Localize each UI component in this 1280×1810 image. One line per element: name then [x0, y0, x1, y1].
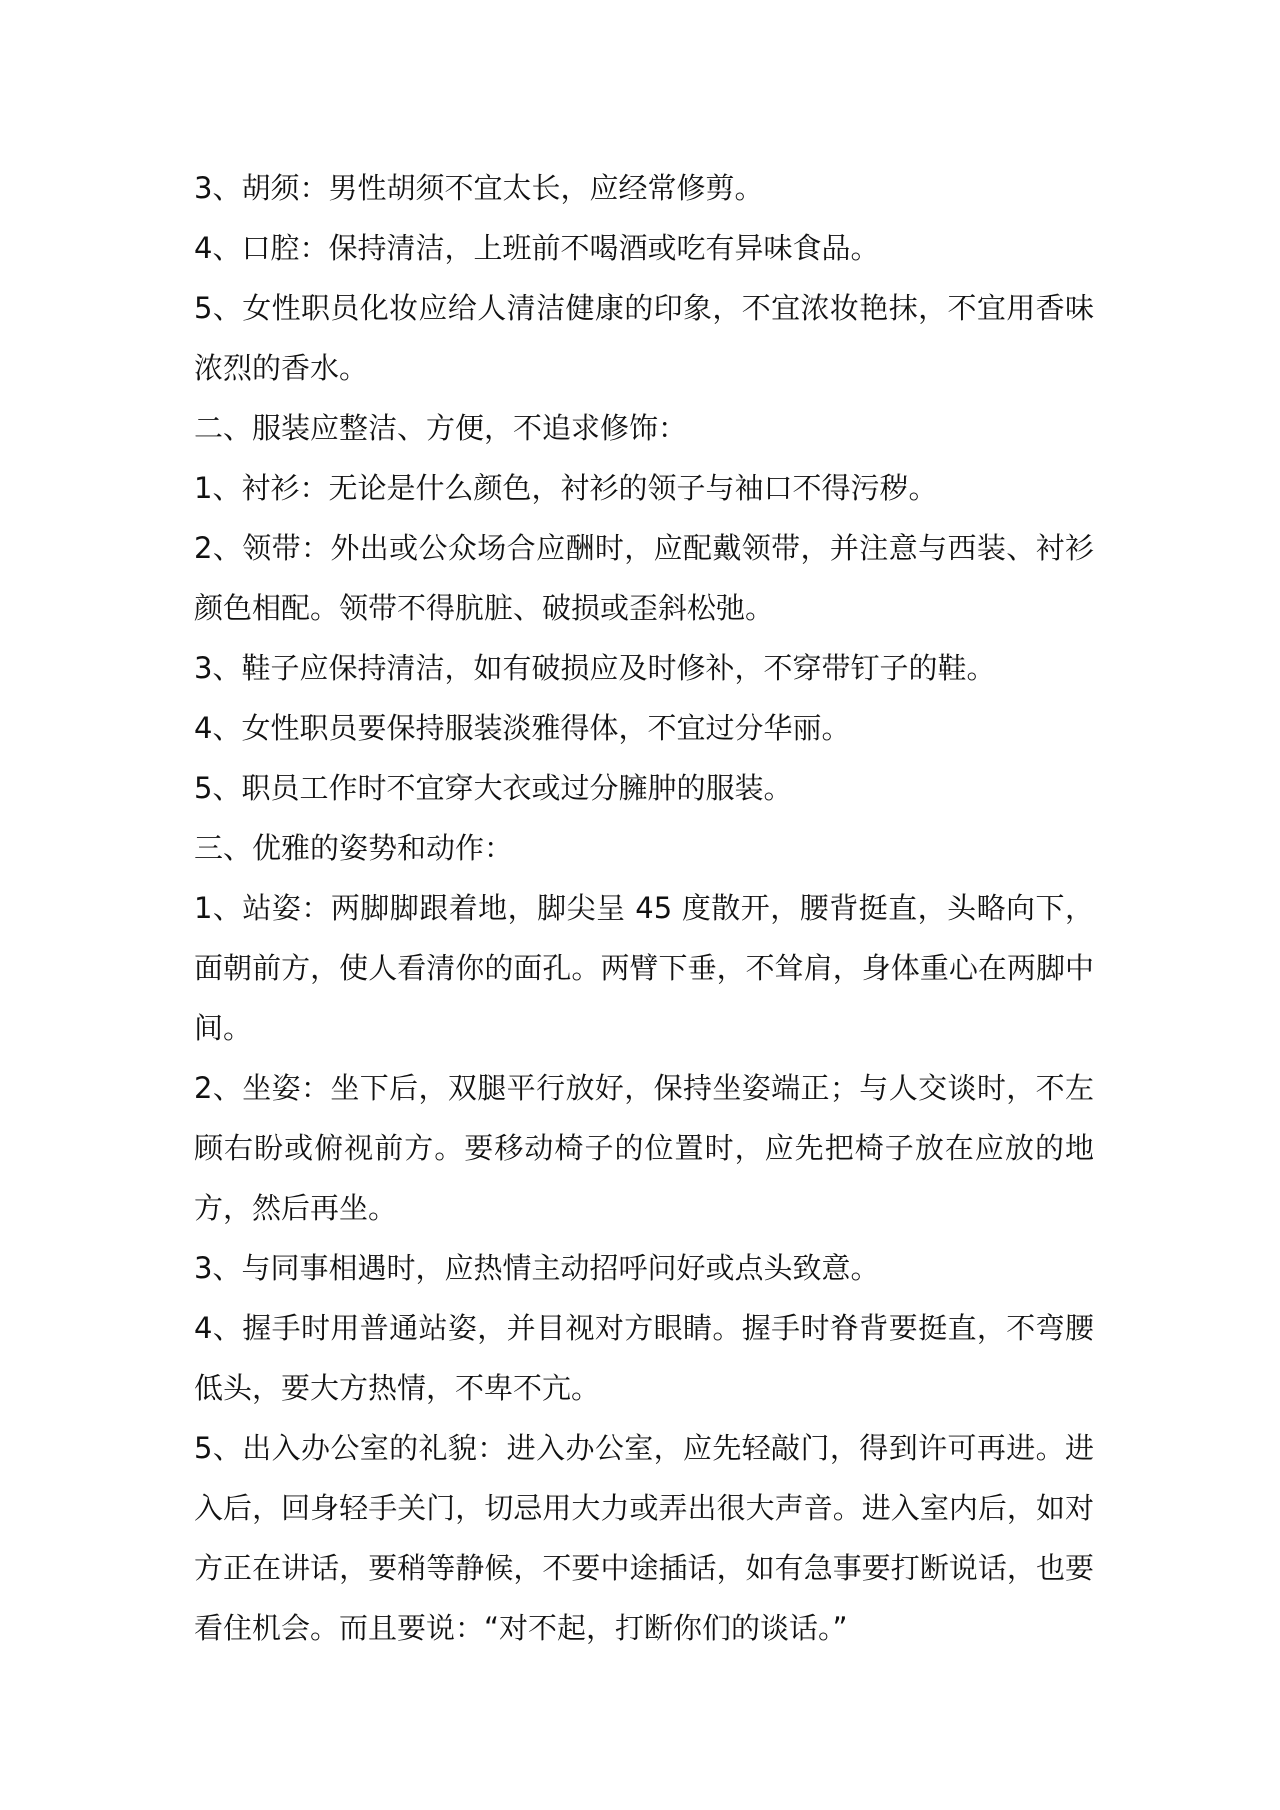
paragraph-greeting: 3、与同事相遇时，应热情主动招呼问好或点头致意。	[194, 1251, 880, 1285]
paragraph-coat: 5、职员工作时不宜穿大衣或过分臃肿的服装。	[194, 771, 793, 805]
document-body	[194, 158, 1094, 1658]
section-heading-clothing: 二、服装应整洁、方便，不追求修饰：	[194, 411, 688, 445]
paragraph-sitting: 2、坐姿：坐下后，双腿平行放好，保持坐姿端正；与人交谈时，不左顾右盼或俯视前方。要移动椅子的位置时，应先把椅子放在应放的地方，然后再坐。	[194, 1071, 1094, 1225]
paragraph-beard: 3、胡须：男性胡须不宜太长，应经常修剪。	[194, 171, 764, 205]
paragraph-office-etiquette: 5、出入办公室的礼貌：进入办公室，应先轻敲门，得到许可再进。进入后，回身轻手关门，切忌用大力或弄出很大声音。进入室内后，如对方正在讲话，要稍等静候，不要中途插话，如有急事要打断说话，也要看住机会。而且要说：“对不起，打断你们的谈话。”	[194, 1431, 1094, 1645]
paragraph-makeup: 5、女性职员化妆应给人清洁健康的印象，不宜浓妆艳抹，不宜用香味浓烈的香水。	[194, 291, 1094, 385]
paragraph-shirt: 1、衬衫：无论是什么颜色，衬衫的领子与袖口不得污秽。	[194, 471, 938, 505]
section-heading-posture: 三、优雅的姿势和动作：	[194, 831, 514, 865]
paragraph-female-attire: 4、女性职员要保持服装淡雅得体，不宜过分华丽。	[194, 711, 851, 745]
paragraph-standing: 1、站姿：两脚脚跟着地，脚尖呈 45 度散开，腰背挺直，头略向下，面朝前方，使人看清你的面孔。两臂下垂，不耸肩，身体重心在两脚中间。	[194, 891, 1094, 1045]
paragraph-shoes: 3、鞋子应保持清洁，如有破损应及时修补，不穿带钉子的鞋。	[194, 651, 996, 685]
paragraph-handshake: 4、握手时用普通站姿，并目视对方眼睛。握手时脊背要挺直，不弯腰低头，要大方热情，不卑不亢。	[194, 1311, 1094, 1405]
paragraph-tie: 2、领带：外出或公众场合应酬时，应配戴领带，并注意与西装、衬衫颜色相配。领带不得肮脏、破损或歪斜松弛。	[194, 531, 1094, 625]
paragraph-mouth: 4、口腔：保持清洁，上班前不喝酒或吃有异味食品。	[194, 231, 880, 265]
